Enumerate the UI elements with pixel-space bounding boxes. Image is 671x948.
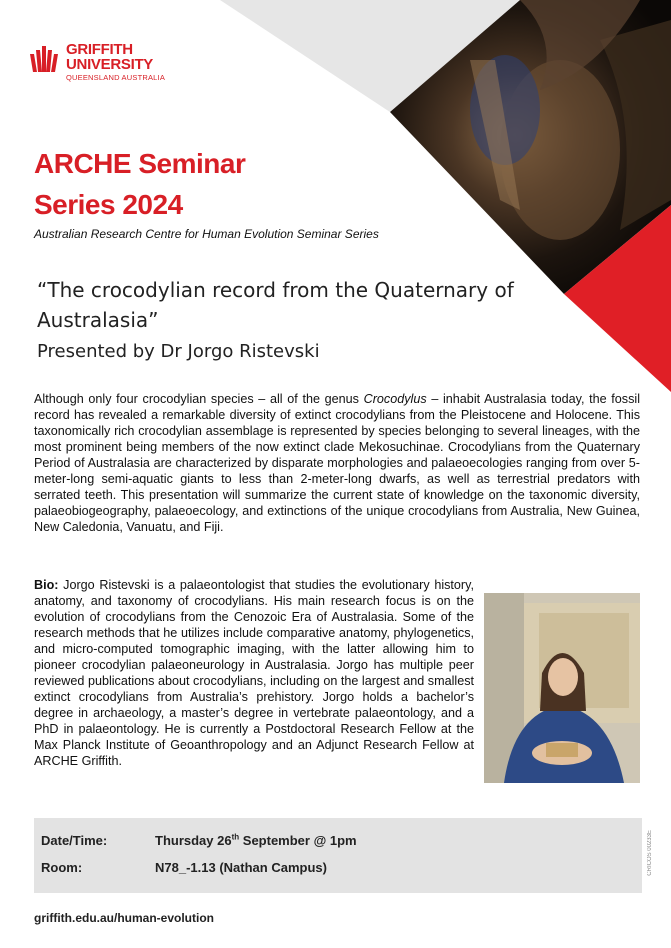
date-value-rest: September @ 1pm (239, 833, 357, 849)
bio-label: Bio: (34, 578, 59, 592)
logo-name-line1: GRIFFITH (66, 41, 133, 58)
cricos-code: CRICOS 00233E (647, 830, 653, 876)
abstract-paragraph (34, 391, 640, 535)
title-line2: Series 2024 (34, 189, 183, 220)
presenter: Presented by Dr Jorgo Ristevski (37, 341, 320, 362)
date-label: Date/Time: (41, 833, 108, 849)
griffith-logo (28, 42, 165, 82)
date-row (41, 833, 357, 848)
page-title (34, 143, 245, 225)
page-subtitle: Australian Research Centre for Human Evolution Seminar Series (34, 227, 379, 241)
talk-title: “The crocodylian record from the Quaternary of Australasia” (37, 278, 514, 332)
griffith-emblem-icon (28, 42, 62, 76)
speaker-photo (484, 593, 640, 783)
footer-url[interactable]: griffith.edu.au/human-evolution (34, 911, 214, 925)
abstract-genus: Crocodylus (363, 392, 427, 406)
date-value (155, 833, 357, 848)
date-value-day: Thursday 26 (155, 833, 232, 849)
room-value: N78_-1.13 (Nathan Campus) (155, 860, 327, 875)
date-value-suffix: th (231, 833, 240, 842)
room-row (41, 860, 327, 875)
event-details (34, 818, 642, 893)
logo-name-line2: UNIVERSITY (66, 56, 154, 73)
abstract-part1: Although only four crocodylian species – all of the genus (34, 392, 364, 406)
bio-text: Jorgo Ristevski is a palaeontologist that studies the evolutionary history, anatomy, and taxonomy of crocodylians. His main research focus is on the evolution of crocodylians from the Cenozoic Era of Australasia. Some of the research methods that he utilizes include comparative anatomy, phylogenetics, and micro-computed tomographic imaging, with the latter allowing him to pioneer crocodylian palaeoneurology in Australasia. Jorgo has multiple peer reviewed publications about crocodylians, including on the largest and smallest extinct crocodylians from Australia’s prehistory. Jorgo holds a bachelor’s degree in archaeology, a master’s degree in vertebrate palaeontology, and a PhD in palaeontology. He is currently a Postdoctoral Research Fellow at the Max Planck Institute of Geoanthropology and an Adjunct Research Fellow at ARCHE Griffith. (34, 578, 474, 768)
bio-paragraph (34, 577, 474, 769)
logo-tagline: QUEENSLAND AUSTRALIA (66, 73, 166, 82)
room-label: Room: (41, 860, 83, 875)
abstract-part2: – inhabit Australasia today, the fossil record has revealed a remarkable diversity of extinct crocodylians from the Pleistocene and Holocene. This taxonomically rich crocodylian assemblage is represented by species belonging to several lineages, with the most prominent being members of the now extinct clade Mekosuchinae. Crocodylians from the Quaternary Period of Australasia are characterized by disparate morphologies and palaeoecologies ranging from over 5-meter-long semi-aquatic giants to less than 2-meter-long dwarfs, as well as terrestrial predators with serrated teeth. This presentation will summarize the current state of knowledge on the taxonomic diversity, palaeobiogeography, palaeoecology, and extinctions of the unique crocodylians from Australia, New Guinea, New Caledonia, Vanuatu, and Fiji. (34, 392, 640, 534)
title-line1: ARCHE Seminar (34, 148, 246, 179)
